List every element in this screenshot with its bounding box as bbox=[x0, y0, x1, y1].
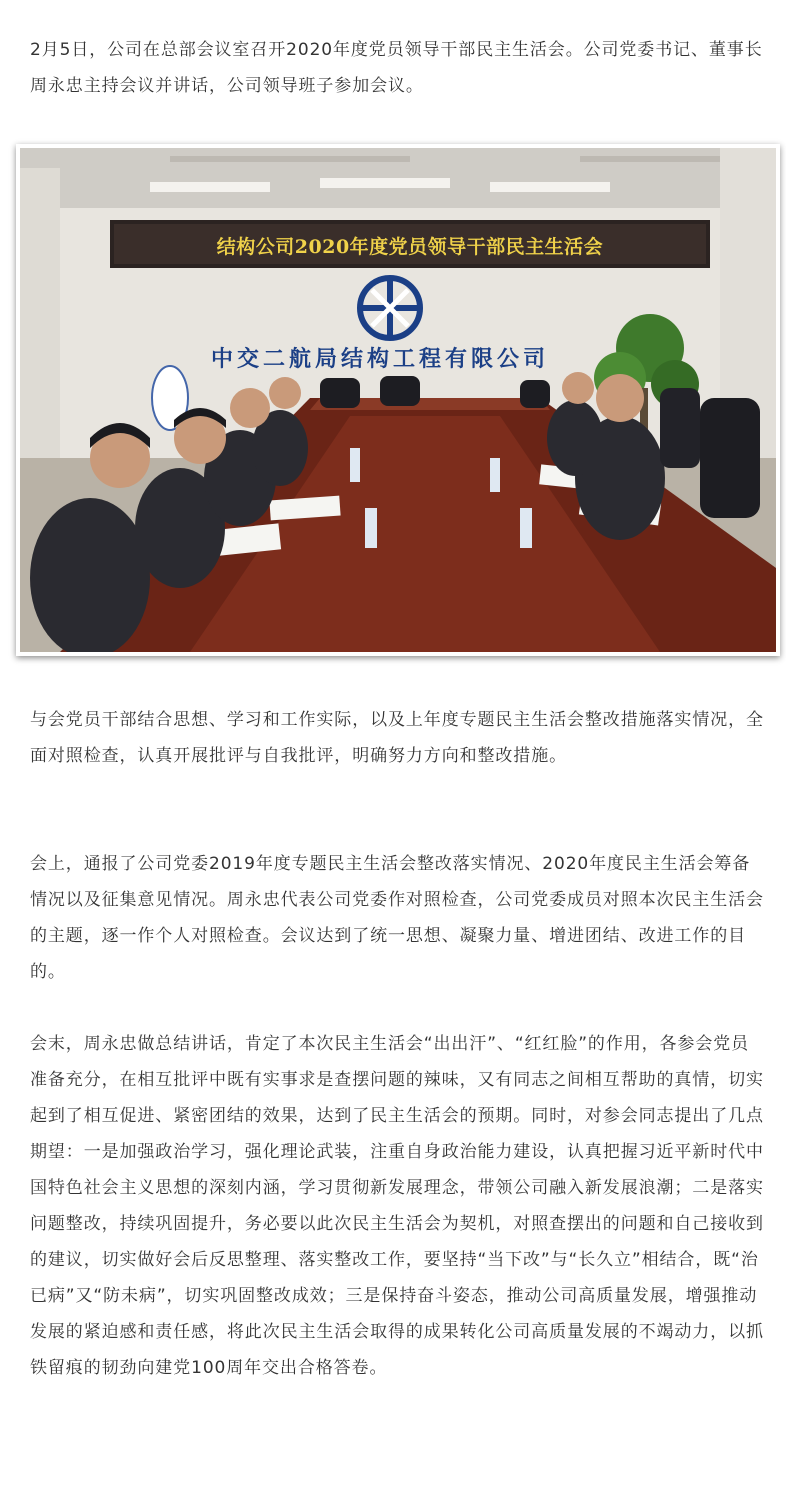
meeting-photo-image bbox=[20, 148, 776, 652]
paragraph-summary: 会末，周永忠做总结讲话，肯定了本次民主生活会“出出汗”、“红红脸”的作用，各参会党员准备充分，在相互批评中既有实事求是查摆问题的辣味，又有同志之间相互帮助的真情，切实起到了相互促进、紧密团结的效果，达到了民主生活会的预期。同时，对参会同志提出了几点期望：一是加强政治学习，强化理论武装，注重自身政治能力建设，认真把握习近平新时代中国特色社会主义思想的深刻内涵，学习贯彻新发展理念，带领公司融入新发展浪潮；二是落实问题整改，持续巩固提升，务必要以此次民主生活会为契机，对照查摆出的问题和自己接收到的建议，切实做好会后反思整理、落实整改工作，要坚持“当下改”与“长久立”相结合，既“治已病”又“防未病”，切实巩固整改成效；三是保持奋斗姿态，推动公司高质量发展，增强推动发展的紧迫感和责任感，将此次民主生活会取得的成果转化公司高质量发展的不竭动力，以抓铁留痕的韧劲向建党100周年交出合格答卷。 bbox=[30, 1034, 764, 1378]
meeting-photo bbox=[16, 144, 780, 656]
paragraph-review: 与会党员干部结合思想、学习和工作实际，以及上年度专题民主生活会整改措施落实情况，全面对照检查，认真开展批评与自我批评，明确努力方向和整改措施。 bbox=[30, 710, 764, 766]
banner-text: 结构公司2020年度党员领导干部民主生活会 bbox=[216, 236, 604, 258]
wall-company-name: 中交二航局结构工程有限公司 bbox=[210, 347, 549, 372]
paragraph-intro: 2月5日，公司在总部会议室召开2020年度党员领导干部民主生活会。公司党委书记、董事长周永忠主持会议并讲话，公司领导班子参加会议。 bbox=[30, 40, 763, 96]
paragraph-meeting-content: 会上，通报了公司党委2019年度专题民主生活会整改落实情况、2020年度民主生活会筹备情况以及征集意见情况。周永忠代表公司党委作对照检查，公司党委成员对照本次民主生活会的主题，逐一作个人对照检查。会议达到了统一思想、凝聚力量、增进团结、改进工作的目的。 bbox=[30, 854, 764, 982]
meeting-scene-illustration bbox=[20, 148, 776, 652]
